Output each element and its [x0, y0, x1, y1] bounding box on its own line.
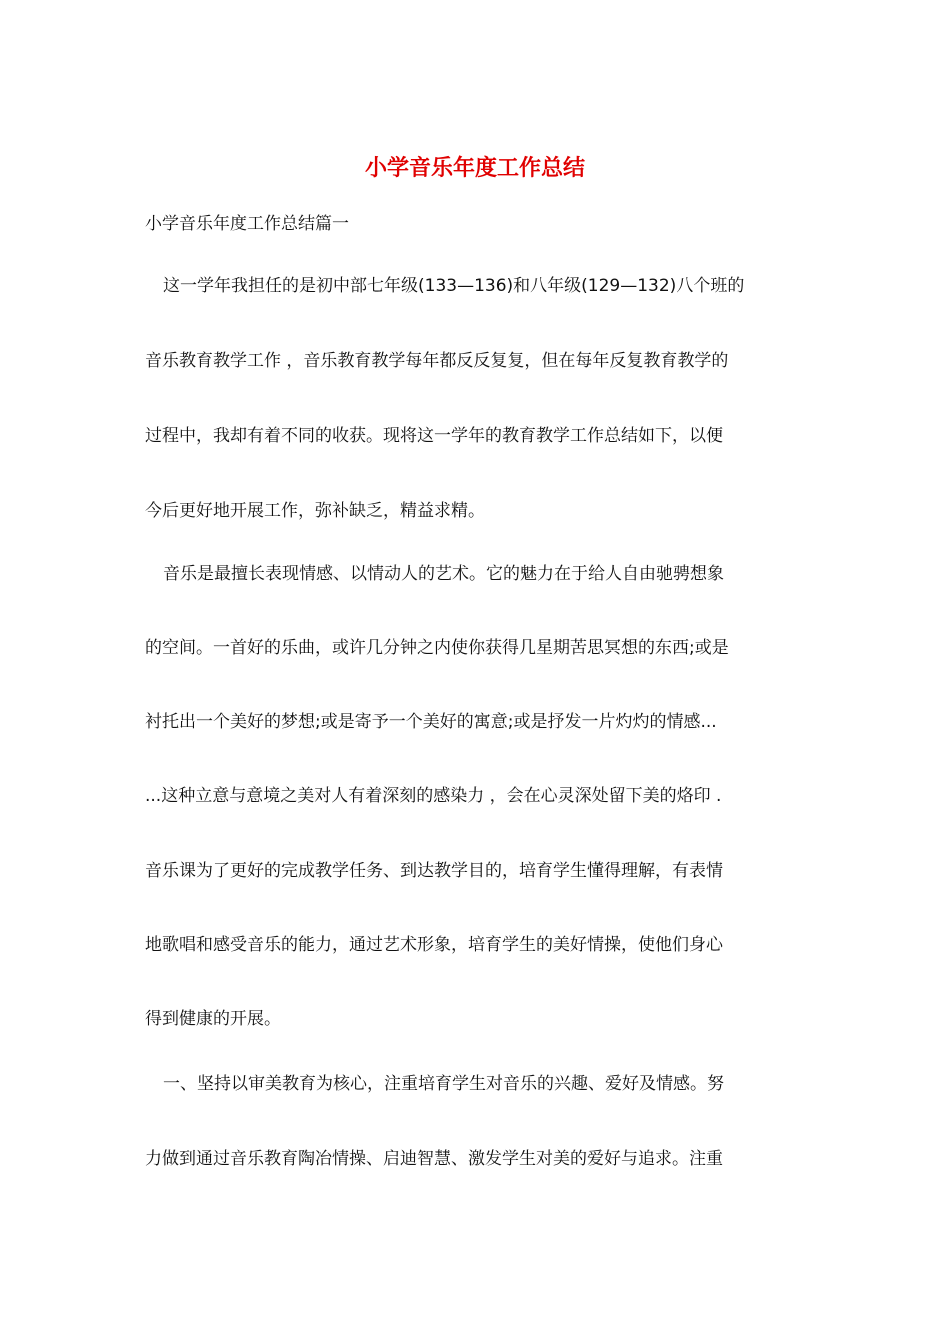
paragraph-line: 音乐是最擅长表现情感、以情动人的艺术。它的魅力在于给人自由驰骋想象 — [163, 564, 724, 584]
paragraph-line: 的空间。一首好的乐曲，或许几分钟之内使你获得几星期苦思冥想的东西;或是 — [145, 638, 729, 658]
paragraph-line: 力做到通过音乐教育陶冶情操、启迪智慧、激发学生对美的爱好与追求。注重 — [145, 1149, 723, 1169]
paragraph-line: ...这种立意与意境之美对人有着深刻的感染力 ，会在心灵深处留下美的烙印 . — [145, 786, 722, 806]
paragraph-line: 一、坚持以审美教育为核心，注重培育学生对音乐的兴趣、爱好及情感。努 — [163, 1074, 724, 1094]
paragraph-line: 音乐教育教学工作 ，音乐教育教学每年都反反复复，但在每年反复教育教学的 — [145, 351, 729, 371]
paragraph-line: 地歌唱和感受音乐的能力，通过艺术形象，培育学生的美好情操，使他们身心 — [145, 935, 723, 955]
document-title: 小学音乐年度工作总结 — [364, 155, 585, 181]
paragraph-line: 这一学年我担任的是初中部七年级(133—136)和八年级(129—132)八个班的 — [163, 276, 745, 296]
paragraph-line: 得到健康的开展。 — [145, 1009, 281, 1029]
paragraph-line: 衬托出一个美好的梦想;或是寄予一个美好的寓意;或是抒发一片灼灼的情感... — [145, 712, 717, 732]
paragraph-line: 今后更好地开展工作，弥补缺乏，精益求精。 — [145, 501, 485, 521]
paragraph-line: 音乐课为了更好的完成教学任务、到达教学目的，培育学生懂得理解，有表情 — [145, 861, 723, 881]
paragraph-line: 过程中，我却有着不同的收获。现将这一学年的教育教学工作总结如下，以便 — [145, 426, 723, 446]
section-heading: 小学音乐年度工作总结篇一 — [145, 214, 349, 234]
